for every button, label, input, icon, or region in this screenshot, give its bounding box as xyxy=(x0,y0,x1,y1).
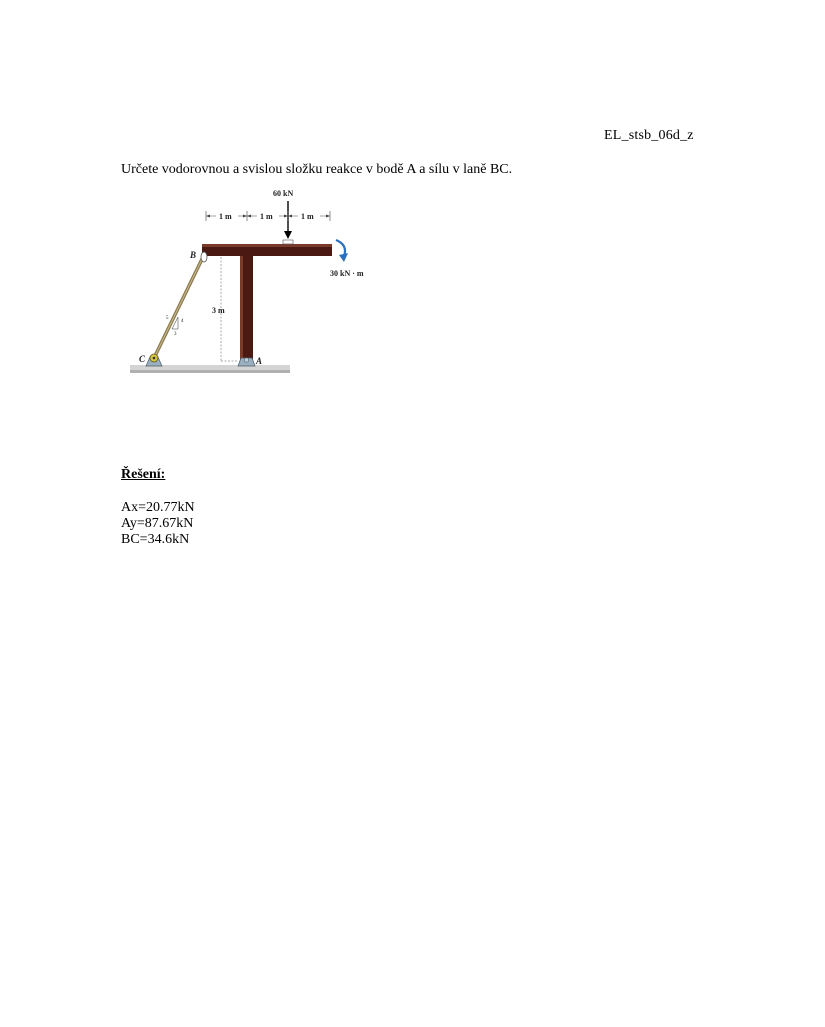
point-b-label: B xyxy=(190,250,197,260)
task-statement: Určete vodorovnou a svislou složku reakce v bodě A a sílu v laně BC. xyxy=(121,162,513,177)
dimension-1-label: 1 m xyxy=(219,212,232,221)
result-ay: Ay=87.67kN xyxy=(121,516,194,531)
result-bc: BC=34.6kN xyxy=(121,532,190,547)
pin-support-c xyxy=(146,354,162,366)
moment-label: 30 kN · m xyxy=(330,269,364,278)
joint-b xyxy=(201,252,207,262)
point-a-label: A xyxy=(256,356,263,366)
dimension-3-label: 1 m xyxy=(301,212,314,221)
solution-heading: Řešení: xyxy=(121,467,166,482)
frame-diagram xyxy=(126,183,396,381)
height-label: 3 m xyxy=(212,306,225,315)
results-list xyxy=(121,500,195,548)
point-c-label: C xyxy=(139,354,146,364)
moment-arrow xyxy=(336,240,348,262)
document-code: EL_stsb_06d_z xyxy=(604,128,694,143)
slope-label-4: 4 xyxy=(181,319,184,324)
result-ax: Ax=20.77kN xyxy=(121,500,195,515)
slope-label-3: 3 xyxy=(174,332,177,337)
ground-shadow xyxy=(130,370,290,373)
point-load-arrow xyxy=(283,201,293,244)
pin-support-a xyxy=(238,358,255,366)
dimension-2-label: 1 m xyxy=(260,212,273,221)
load-label: 60 kN xyxy=(273,189,294,198)
slope-label-5: 5 xyxy=(166,316,169,321)
